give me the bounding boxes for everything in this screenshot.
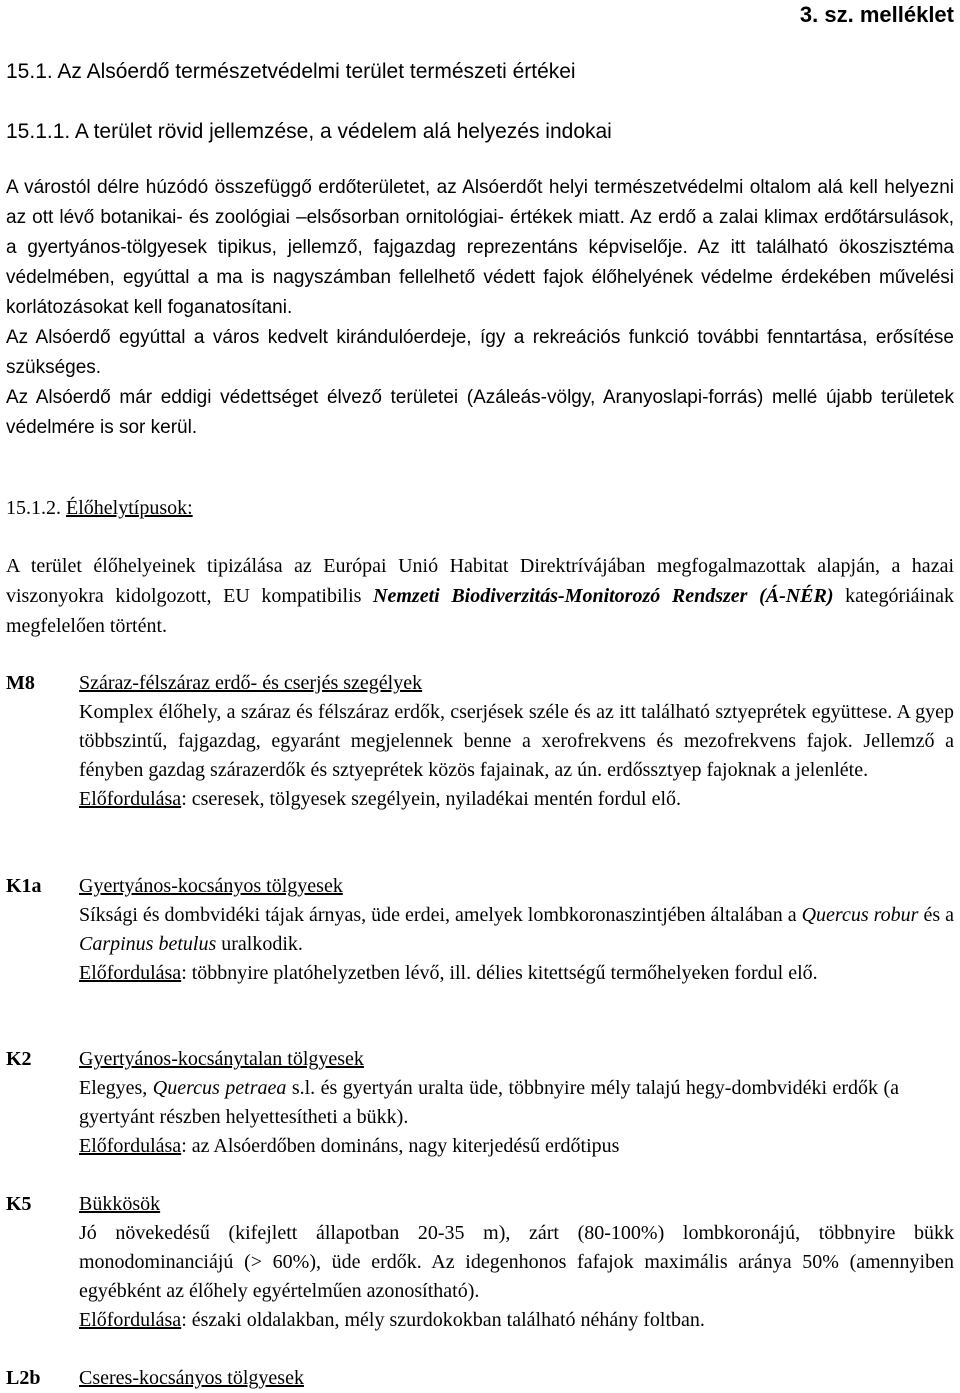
intro-paragraph: Az Alsóerdő egyúttal a város kedvelt kirándulóerdeje, így a rekreációs funkció további fenntartása, erősítése szükséges. <box>6 327 954 378</box>
habitat-description: Jó növekedésű (kifejlett állapotban 20-35 m), zárt (80-100%) lombkoronájú, többnyire bükk monodominanciájú (> 60%), üde erdők. Az idegenhonos fafajok maximális aránya 50% (amennyiben egyébként az élőhely egyértelműen azonosítható). <box>79 1222 954 1302</box>
habitat-title: Száraz-félszáraz erdő- és cserjés szegélyek <box>79 672 423 694</box>
habitat-body <box>79 669 954 814</box>
intro-paragraph: A várostól délre húzódó összefüggő erdőterületet, az Alsóerdőt helyi természetvédelmi oltalom alá kell helyezni az ott lévő botanikai- és zoológiai –elsősorban ornitológiai- értékek miatt. Az erdő a zalai klimax erdőtársulások, a gyertyános-tölgyesek tipikus, jellemző, fajgazdag reprezentáns képviselője. Az itt található ökoszisztéma védelmében, egyúttal a ma is nagyszámban fellelhető védett fajok élőhelyének védelme érdekében művelési korlátozásokat kell foganatosítani. <box>6 177 954 318</box>
occurrence-text: : többnyire platóhelyzetben lévő, ill. délies kitettségű termőhelyeken fordul elő. <box>181 962 818 984</box>
habitat-title: Bükkösök <box>79 1193 161 1215</box>
habitat-code: K2 <box>6 1048 32 1070</box>
habitat-intro-emphasis: Nemzeti Biodiverzitás-Monitorozó Rendszer (Á-NÉR) <box>373 585 834 607</box>
habitat-code: K5 <box>6 1193 32 1215</box>
habitat-body <box>79 1190 954 1335</box>
habitat-title: Cseres-kocsányos tölgyesek <box>79 1367 304 1389</box>
habitat-code: M8 <box>6 672 35 694</box>
habitat-intro-after: kategóriáinak megfelelően történt. <box>6 585 954 637</box>
habitat-intro <box>6 551 954 641</box>
habitat-body <box>79 1045 954 1161</box>
habitat-section-heading <box>6 497 193 520</box>
habitat-k5 <box>6 1190 954 1335</box>
species-name: Quercus robur <box>801 904 919 926</box>
intro-text <box>6 173 954 443</box>
habitat-occurrence <box>79 959 954 988</box>
desc-part: uralkodik. <box>216 933 303 955</box>
occurrence-text: : cseresek, tölgyesek szegélyein, nyiladékai mentén fordul elő. <box>181 788 682 810</box>
habitat-description <box>79 901 954 959</box>
habitat-body <box>79 1364 954 1393</box>
habitat-code: L2b <box>6 1367 41 1389</box>
desc-part: Síksági és dombvidéki tájak árnyas, üde erdei, amelyek lombkoronaszintjében általában a <box>79 904 802 926</box>
habitat-l2b <box>6 1364 954 1393</box>
habitat-occurrence <box>79 785 954 814</box>
section-heading: 15.1. Az Alsóerdő természetvédelmi terület természeti értékei <box>6 60 576 83</box>
habitat-body <box>79 872 954 988</box>
habitat-occurrence <box>79 1306 954 1335</box>
intro-paragraph: Az Alsóerdő már eddigi védettséget élvező területei (Azáleás-völgy, Aranyoslapi-forrás) mellé újabb területek védelmére is sor kerül. <box>6 387 954 438</box>
habitat-section-number: 15.1.2. <box>6 497 66 519</box>
species-name: Quercus petraea <box>152 1077 287 1099</box>
habitat-intro-before: A terület élőhelyeinek tipizálása az Európai Unió Habitat Direktrívájában megfogalmazottak alapján, a hazai viszonyokra kidolgozott, EU kompatibilis <box>6 555 954 607</box>
habitat-description: Komplex élőhely, a száraz és félszáraz erdők, cserjések széle és az itt található sztyeprétek együttese. A gyep többszintű, fajgazdag, egyaránt megjelennek benne a xerofrekvens és mezofrekvens fajok. Jellemző a fényben gazdag szárazerdők és sztyeprétek közös fajainak, az ún. erdőssztyep fajoknak a jelenléte. <box>79 701 954 781</box>
desc-part: és a <box>918 904 954 926</box>
habitat-title: Gyertyános-kocsányos tölgyesek <box>79 875 343 897</box>
occurrence-text: : az Alsóerdőben domináns, nagy kiterjedésű erdőtipus <box>181 1135 620 1157</box>
habitat-code: K1a <box>6 875 42 897</box>
desc-part: Elegyes, <box>79 1077 153 1099</box>
habitat-description <box>79 1074 899 1132</box>
desc-part: s.l. és gyertyán uralta üde, többnyire mély talajú hegy-dombvidéki erdők (a gyertyánt részben helyettesítheti a bükk). <box>79 1077 899 1128</box>
habitat-m8 <box>6 669 954 814</box>
habitat-section-title: Élőhelytípusok: <box>66 497 193 519</box>
occurrence-label: Előfordulása <box>79 1135 182 1157</box>
subsection-heading: 15.1.1. A terület rövid jellemzése, a védelem alá helyezés indokai <box>6 120 612 143</box>
occurrence-text: : északi oldalakban, mély szurdokokban található néhány foltban. <box>181 1309 705 1331</box>
occurrence-label: Előfordulása <box>79 962 182 984</box>
habitat-k1a <box>6 872 954 988</box>
occurrence-label: Előfordulása <box>79 1309 182 1331</box>
occurrence-label: Előfordulása <box>79 788 182 810</box>
species-name: Carpinus betulus <box>79 933 217 955</box>
habitat-title: Gyertyános-kocsánytalan tölgyesek <box>79 1048 364 1070</box>
habitat-occurrence <box>79 1132 954 1161</box>
habitat-k2 <box>6 1045 954 1161</box>
annex-label: 3. sz. melléklet <box>799 2 954 27</box>
